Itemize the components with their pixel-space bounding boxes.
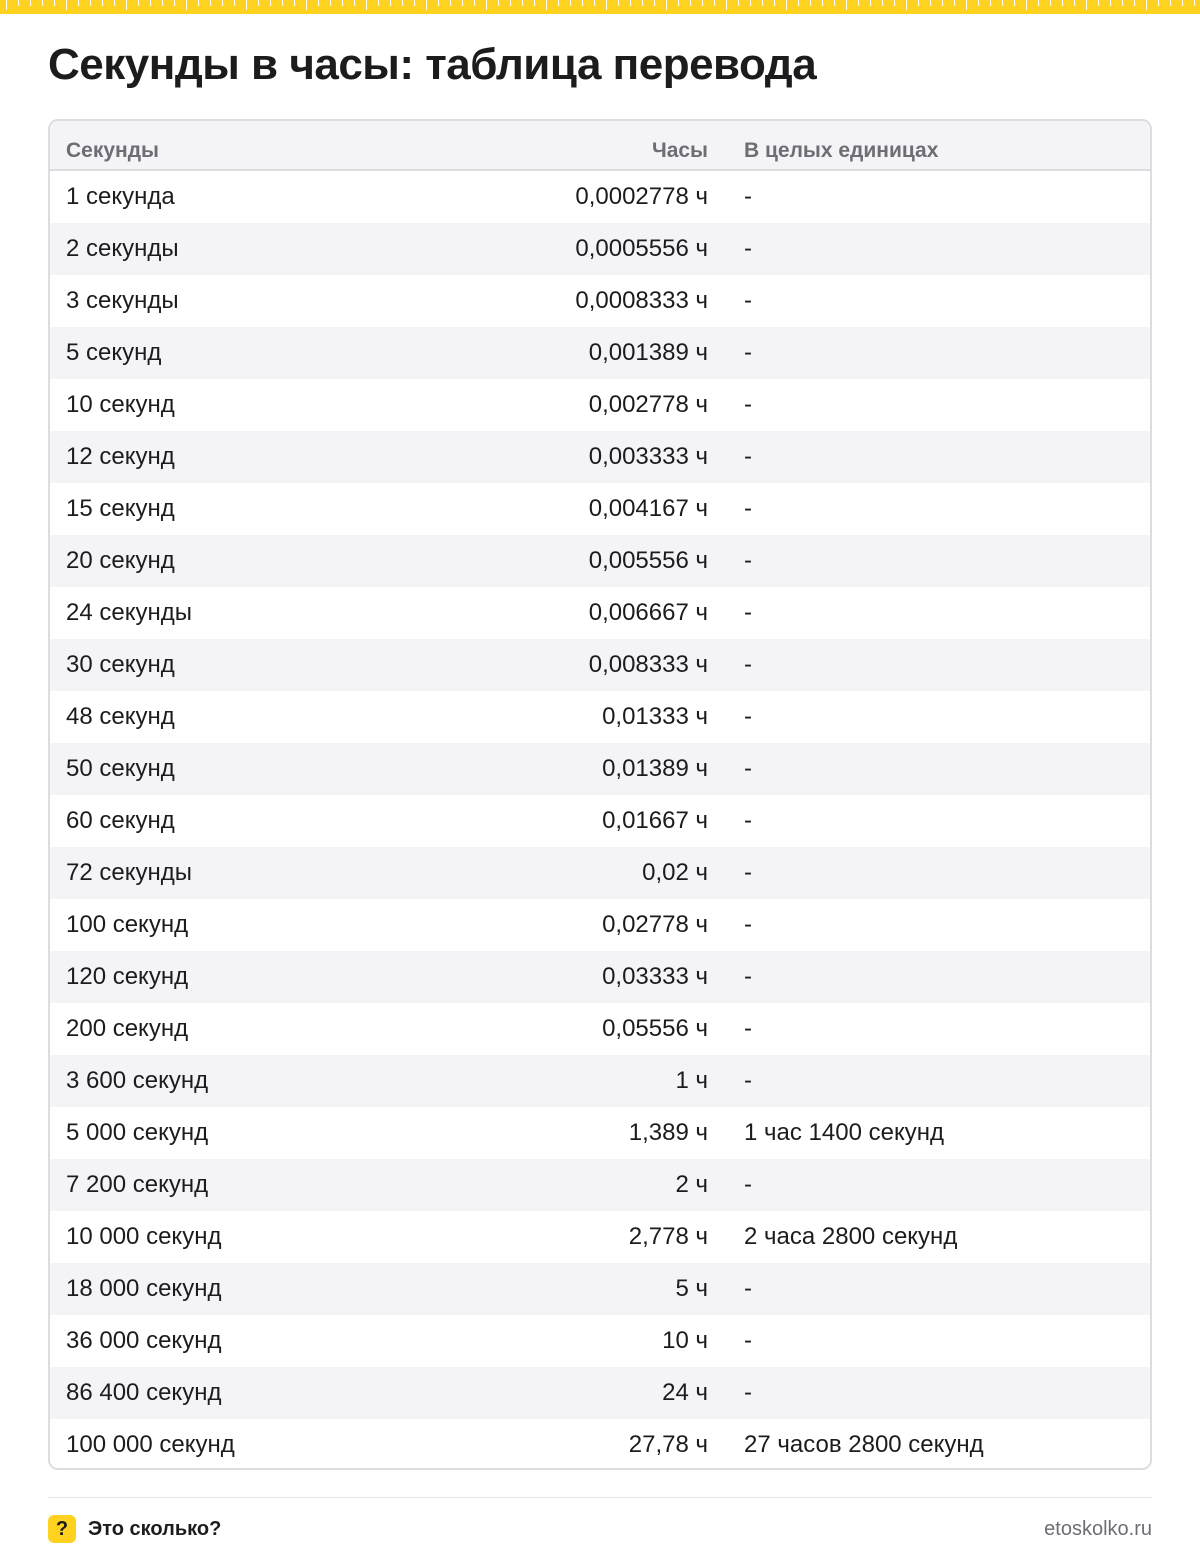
cell-hours: 0,001389 ч xyxy=(588,339,708,366)
cell-whole-units: - xyxy=(744,651,752,678)
brand-name: Это сколько? xyxy=(88,1517,222,1540)
cell-hours: 0,008333 ч xyxy=(588,651,708,678)
table-row xyxy=(50,1263,1150,1315)
header-seconds: Секунды xyxy=(66,139,159,162)
cell-seconds: 10 000 секунд xyxy=(66,1223,222,1250)
cell-seconds: 3 600 секунд xyxy=(66,1067,209,1094)
cell-whole-units: - xyxy=(744,443,752,470)
cell-seconds: 7 200 секунд xyxy=(66,1171,209,1198)
table-row xyxy=(50,431,1150,483)
cell-seconds: 120 секунд xyxy=(66,963,189,990)
table-body xyxy=(50,171,1150,1470)
cell-seconds: 12 секунд xyxy=(66,443,175,470)
site-url[interactable]: etoskolko.ru xyxy=(1044,1517,1152,1540)
table-row xyxy=(50,1367,1150,1419)
cell-whole-units: - xyxy=(744,183,752,210)
cell-seconds: 50 секунд xyxy=(66,755,175,782)
cell-whole-units: - xyxy=(744,495,752,522)
cell-hours: 10 ч xyxy=(662,1327,708,1354)
cell-whole-units: - xyxy=(744,235,752,262)
table-row xyxy=(50,847,1150,899)
table-row xyxy=(50,171,1150,223)
cell-seconds: 1 секунда xyxy=(66,183,175,210)
cell-seconds: 100 секунд xyxy=(66,911,189,938)
cell-whole-units: - xyxy=(744,703,752,730)
cell-hours: 0,005556 ч xyxy=(588,547,708,574)
cell-seconds: 20 секунд xyxy=(66,547,175,574)
cell-seconds: 36 000 секунд xyxy=(66,1327,222,1354)
cell-whole-units: - xyxy=(744,1379,752,1406)
header-whole-units: В целых единицах xyxy=(744,139,939,162)
table-row xyxy=(50,1055,1150,1107)
cell-seconds: 5 000 секунд xyxy=(66,1119,209,1146)
cell-whole-units: - xyxy=(744,755,752,782)
footer xyxy=(48,1514,1152,1544)
cell-seconds: 60 секунд xyxy=(66,807,175,834)
cell-hours: 0,003333 ч xyxy=(588,443,708,470)
cell-seconds: 48 секунд xyxy=(66,703,175,730)
cell-seconds: 100 000 секунд xyxy=(66,1431,235,1458)
header-hours: Часы xyxy=(651,139,708,162)
cell-whole-units: - xyxy=(744,599,752,626)
cell-whole-units: - xyxy=(744,339,752,366)
table-row xyxy=(50,535,1150,587)
cell-whole-units: 27 часов 2800 секунд xyxy=(744,1431,984,1458)
table-row xyxy=(50,639,1150,691)
table-row xyxy=(50,483,1150,535)
cell-whole-units: 2 часа 2800 секунд xyxy=(744,1223,958,1250)
cell-seconds: 200 секунд xyxy=(66,1015,189,1042)
cell-seconds: 72 секунды xyxy=(66,859,192,886)
cell-seconds: 18 000 секунд xyxy=(66,1275,222,1302)
cell-hours: 24 ч xyxy=(662,1379,708,1406)
table-row xyxy=(50,1419,1150,1470)
cell-whole-units: - xyxy=(744,1327,752,1354)
cell-hours: 5 ч xyxy=(675,1275,708,1302)
table-row xyxy=(50,743,1150,795)
ruler-strip xyxy=(0,0,1200,14)
page-title: Секунды в часы: таблица перевода xyxy=(48,40,817,89)
table-row xyxy=(50,587,1150,639)
table-row xyxy=(50,1107,1150,1159)
table-row xyxy=(50,379,1150,431)
cell-seconds: 15 секунд xyxy=(66,495,175,522)
question-logo-icon: ? xyxy=(48,1515,76,1543)
cell-hours: 2 ч xyxy=(675,1171,708,1198)
table-row xyxy=(50,691,1150,743)
cell-hours: 0,002778 ч xyxy=(588,391,708,418)
table-row xyxy=(50,899,1150,951)
cell-hours: 0,01333 ч xyxy=(602,703,708,730)
cell-hours: 0,01667 ч xyxy=(602,807,708,834)
cell-whole-units: - xyxy=(744,547,752,574)
cell-hours: 0,03333 ч xyxy=(602,963,708,990)
cell-hours: 2,778 ч xyxy=(628,1223,708,1250)
footer-divider xyxy=(48,1497,1152,1498)
cell-seconds: 24 секунды xyxy=(66,599,192,626)
cell-seconds: 2 секунды xyxy=(66,235,179,262)
cell-hours: 0,006667 ч xyxy=(588,599,708,626)
cell-whole-units: - xyxy=(744,911,752,938)
cell-hours: 0,0008333 ч xyxy=(575,287,708,314)
cell-hours: 1,389 ч xyxy=(628,1119,708,1146)
cell-whole-units: - xyxy=(744,1171,752,1198)
table-row xyxy=(50,223,1150,275)
cell-whole-units: - xyxy=(744,1275,752,1302)
cell-whole-units: - xyxy=(744,1067,752,1094)
table-row xyxy=(50,327,1150,379)
cell-whole-units: - xyxy=(744,963,752,990)
cell-hours: 0,05556 ч xyxy=(602,1015,708,1042)
cell-hours: 0,01389 ч xyxy=(602,755,708,782)
cell-whole-units: - xyxy=(744,1015,752,1042)
cell-seconds: 5 секунд xyxy=(66,339,162,366)
table-header xyxy=(50,121,1150,171)
table-row xyxy=(50,1003,1150,1055)
cell-seconds: 10 секунд xyxy=(66,391,175,418)
conversion-table xyxy=(48,119,1152,1470)
cell-hours: 0,0002778 ч xyxy=(575,183,708,210)
cell-whole-units: - xyxy=(744,287,752,314)
cell-hours: 27,78 ч xyxy=(628,1431,708,1458)
cell-whole-units: - xyxy=(744,859,752,886)
cell-whole-units: - xyxy=(744,807,752,834)
cell-whole-units: 1 час 1400 секунд xyxy=(744,1119,944,1146)
cell-hours: 0,02778 ч xyxy=(602,911,708,938)
cell-hours: 0,0005556 ч xyxy=(575,235,708,262)
table-row xyxy=(50,1159,1150,1211)
table-row xyxy=(50,1315,1150,1367)
cell-seconds: 86 400 секунд xyxy=(66,1379,222,1406)
cell-whole-units: - xyxy=(744,391,752,418)
cell-hours: 1 ч xyxy=(675,1067,708,1094)
cell-seconds: 30 секунд xyxy=(66,651,175,678)
table-row xyxy=(50,951,1150,1003)
table-row xyxy=(50,795,1150,847)
cell-seconds: 3 секунды xyxy=(66,287,179,314)
cell-hours: 0,004167 ч xyxy=(588,495,708,522)
table-row xyxy=(50,1211,1150,1263)
cell-hours: 0,02 ч xyxy=(642,859,708,886)
table-row xyxy=(50,275,1150,327)
